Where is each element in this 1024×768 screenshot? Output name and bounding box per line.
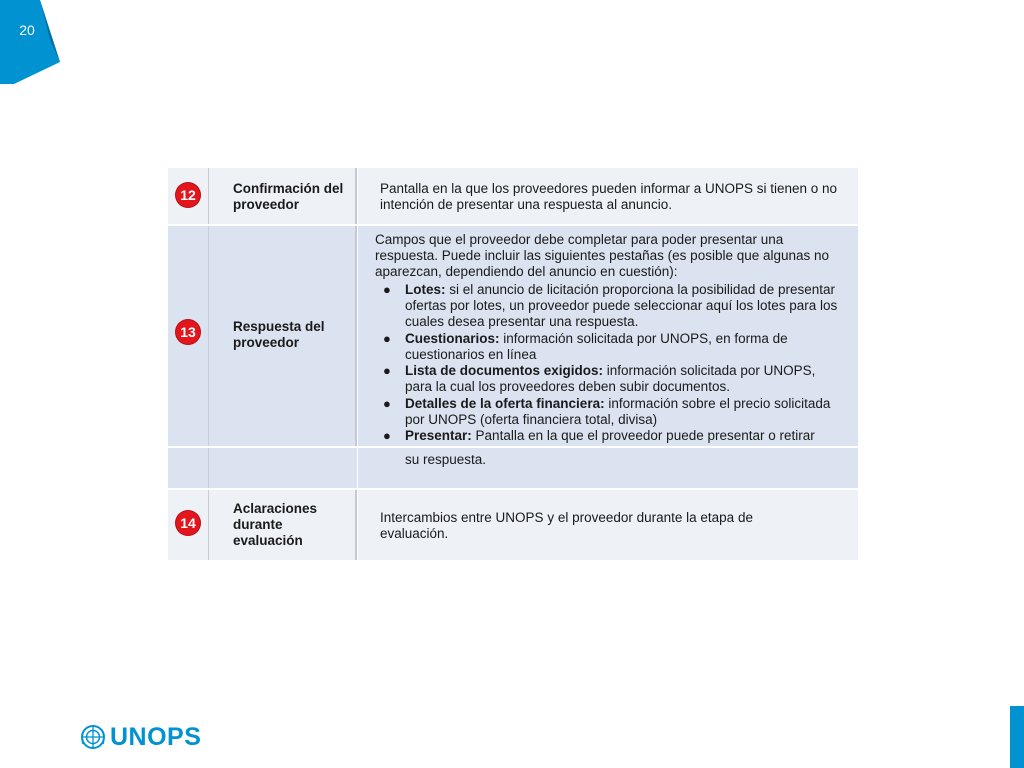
bullet-icon: ●	[383, 282, 391, 297]
list-item: ● Lista de documentos exigidos: información solicitada por UNOPS, para la cual los proveedores deben subir documentos.	[383, 363, 816, 394]
logo-wordmark: UNOPS	[110, 722, 202, 751]
tab-list	[375, 282, 845, 445]
page-number: 20	[19, 22, 35, 38]
step-number-badge: 13	[176, 320, 200, 344]
row-title: Respuesta del proveedor	[233, 319, 325, 350]
column-divider	[355, 448, 357, 488]
column-divider	[208, 226, 209, 446]
list-item: ● Lotes: si el anuncio de licitación proporciona la posibilidad de presentar ofertas por lotes, un proveedor puede seleccionar aquí los lotes para los cuales desea presentar una respuesta.	[383, 282, 838, 329]
row-title: Confirmación del proveedor	[233, 181, 344, 212]
process-table	[168, 168, 858, 560]
unops-logo	[80, 722, 201, 752]
column-divider	[208, 448, 209, 488]
list-item: ● Presentar: Pantalla en la que el proveedor puede presentar o retirar	[383, 428, 815, 443]
table-row	[168, 168, 858, 224]
bullet-icon: ●	[383, 428, 391, 443]
column-divider	[355, 168, 357, 224]
table-row	[168, 490, 858, 560]
list-item: ● Cuestionarios: información solicitada por UNOPS, en forma de cuestionarios en línea	[383, 330, 788, 362]
row-title: Aclaraciones durante evaluación	[233, 501, 318, 548]
column-divider	[208, 490, 209, 560]
column-divider	[355, 490, 357, 560]
bullet-icon: ●	[383, 395, 391, 411]
bullet-icon: ●	[383, 363, 391, 378]
list-item: ● Detalles de la oferta financiera: información sobre el precio solicitada por UNOPS (oferta financiera total, divisa)	[383, 395, 831, 427]
row-description: Intercambios entre UNOPS y el proveedor durante la etapa de evaluación.	[380, 510, 753, 541]
column-divider	[208, 168, 209, 224]
bullet-icon: ●	[383, 330, 391, 346]
step-number-badge: 12	[176, 183, 200, 207]
step-number-badge: 14	[176, 511, 200, 535]
table-row	[168, 226, 858, 446]
row-description	[358, 226, 858, 446]
table-row-continuation	[168, 448, 858, 488]
row-description: Pantalla en la que los proveedores pueden informar a UNOPS si tienen o no intención de presentar una respuesta al anuncio.	[380, 181, 838, 212]
column-divider	[355, 226, 357, 446]
row-intro-text: Campos que el proveedor debe completar para poder presentar una respuesta. Puede incluir las siguientes pestañas (es posible que algunas no aparezcan, dependiendo del anuncio en cuestión):	[375, 232, 830, 279]
continuation-text: su respuesta.	[405, 452, 487, 467]
accent-bar	[1010, 706, 1024, 768]
un-emblem-icon	[80, 724, 106, 750]
page-corner-tab	[0, 0, 60, 84]
